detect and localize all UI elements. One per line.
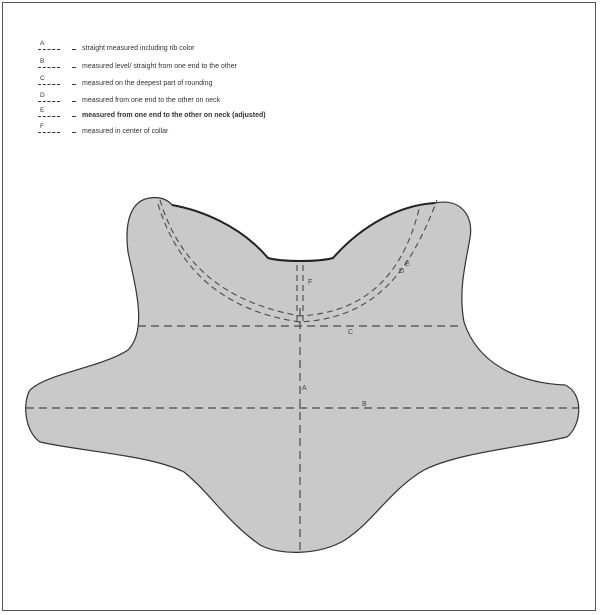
legend-text: straight measured including rib color [82,45,195,52]
legend-text: measured on the deepest part of rounding [82,80,213,87]
legend-letter: B [40,58,45,65]
label-b: B [362,401,367,408]
label-e: E [405,261,410,268]
label-c: C [348,329,354,336]
legend-letter: C [40,75,45,82]
legend-text: measured level/ straight from one end to the other [82,63,237,70]
collar-shape [26,197,579,552]
legend-text: measured from one end to the other on neck [82,97,221,104]
legend-text: measured from one end to the other on neck (adjusted) [82,112,266,119]
legend-text: measured in center of collar [82,128,169,135]
label-f: F [308,279,313,286]
legend-letter: E [40,107,45,114]
label-a: A [302,385,307,392]
legend-letter: A [40,40,45,47]
legend-letter: F [40,123,44,130]
label-d: D [399,268,405,275]
legend-letter: D [40,92,45,99]
